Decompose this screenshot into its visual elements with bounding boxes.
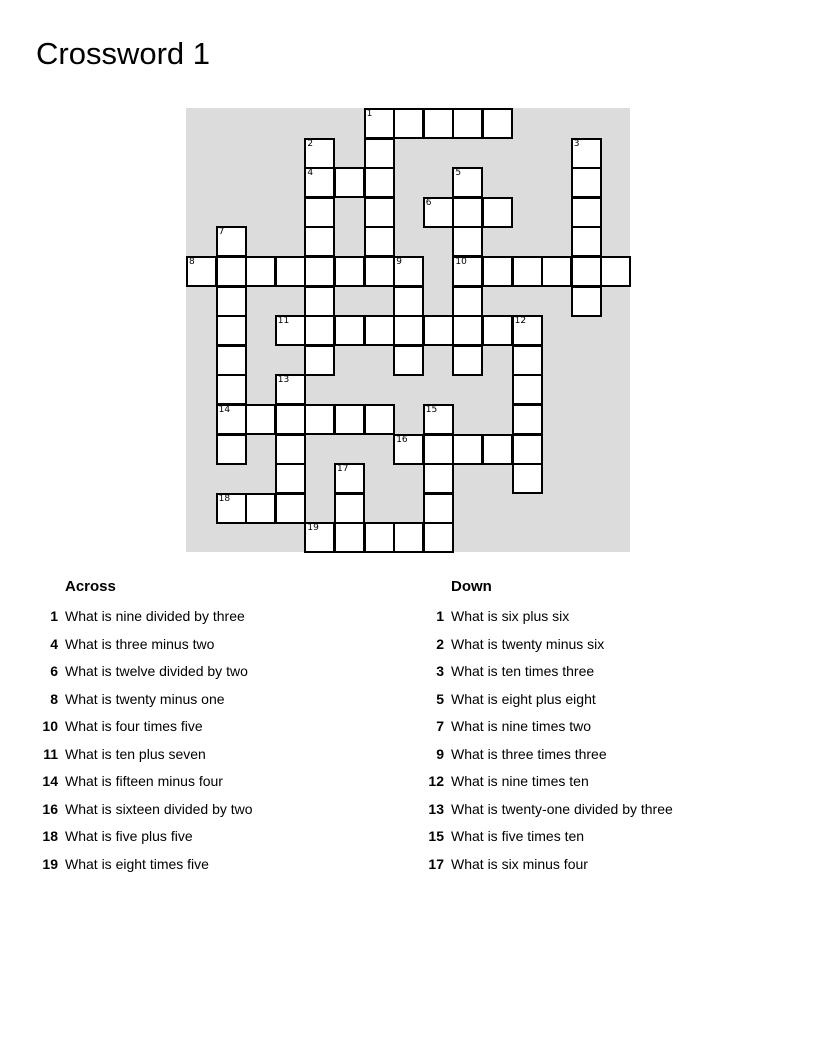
cell-number: 16 [396, 434, 408, 445]
grid-cell[interactable] [275, 256, 306, 287]
cell-number: 12 [514, 316, 527, 327]
grid-cell[interactable] [275, 404, 306, 435]
grid-cell[interactable] [245, 256, 276, 287]
grid-cell[interactable] [275, 315, 306, 346]
grid-cell[interactable] [452, 286, 483, 317]
grid-cell[interactable] [393, 434, 424, 465]
grid-cell[interactable] [571, 167, 602, 198]
clue-text: What is five times ten [451, 828, 585, 844]
grid-cell[interactable] [304, 167, 335, 198]
grid-cell[interactable] [304, 226, 335, 257]
grid-cell[interactable] [216, 315, 247, 346]
clue-number: 18 [42, 828, 58, 844]
grid-cell[interactable] [364, 256, 395, 287]
grid-cell[interactable] [512, 374, 543, 405]
grid-cell[interactable] [304, 197, 335, 228]
clue-number: 4 [50, 635, 58, 652]
grid-cell[interactable] [304, 345, 335, 376]
clue-text: What is six plus six [451, 608, 570, 624]
grid-cell[interactable] [216, 434, 247, 465]
grid-cell[interactable] [364, 315, 395, 346]
grid-cell[interactable] [393, 522, 424, 553]
clue-number: 3 [436, 663, 444, 679]
cell-number: 3 [573, 138, 580, 149]
cell-number: 10 [455, 257, 467, 267]
clue-text: What is nine times two [451, 718, 592, 734]
cell-number: 5 [455, 168, 462, 179]
clue-text: What is eight plus eight [451, 690, 596, 707]
clue-text: What is twenty minus one [65, 690, 225, 707]
clue-text: What is twenty minus six [451, 635, 605, 652]
grid-cell[interactable] [452, 345, 483, 376]
grid-cell[interactable] [423, 108, 454, 139]
grid-cell[interactable] [245, 404, 276, 435]
cell-number: 17 [337, 464, 349, 475]
grid-cell[interactable] [512, 256, 543, 287]
down-clue [422, 771, 802, 799]
grid-cell[interactable] [216, 256, 247, 287]
grid-cell[interactable] [334, 404, 365, 435]
across-clue [36, 606, 416, 634]
clue-number: 16 [42, 800, 58, 817]
clue-text: What is four times five [65, 718, 203, 734]
grid-cell[interactable] [512, 315, 543, 346]
grid-cell[interactable] [452, 256, 483, 287]
grid-cell[interactable] [452, 197, 483, 228]
down-clue [422, 716, 802, 744]
clue-number: 6 [50, 663, 58, 679]
grid-cell[interactable] [512, 434, 543, 465]
grid-cell[interactable] [423, 404, 454, 435]
clue-text: What is six minus four [451, 855, 588, 872]
clue-text: What is five plus five [65, 828, 193, 844]
grid-cell[interactable] [275, 434, 306, 465]
page-title: Crossword 1 [36, 36, 210, 71]
cell-number: 11 [277, 316, 290, 327]
clue-text: What is three minus two [65, 635, 215, 652]
grid-cell[interactable] [571, 138, 602, 169]
clue-number: 19 [42, 855, 58, 872]
clue-number: 11 [43, 745, 58, 762]
grid-cell[interactable] [393, 286, 424, 317]
grid-cell[interactable] [512, 463, 543, 494]
grid-cell[interactable] [304, 286, 335, 317]
grid-cell[interactable] [482, 434, 513, 465]
across-clue [36, 634, 416, 662]
grid-cell[interactable] [334, 522, 365, 553]
grid-cell[interactable] [334, 463, 365, 494]
grid-cell[interactable] [393, 256, 424, 287]
grid-cell[interactable] [423, 522, 454, 553]
grid-cell[interactable] [571, 197, 602, 228]
grid-cell[interactable] [364, 404, 395, 435]
grid-cell[interactable] [452, 434, 483, 465]
cell-number: 8 [189, 257, 195, 267]
grid-cell[interactable] [452, 226, 483, 257]
cell-number: 1 [366, 109, 373, 119]
clue-number: 10 [42, 718, 58, 734]
clue-number: 17 [428, 855, 444, 872]
grid-cell[interactable] [482, 197, 513, 228]
cell-number: 4 [307, 168, 314, 179]
cell-number: 14 [218, 405, 231, 415]
across-heading: Across [65, 578, 116, 595]
cell-number: 7 [218, 227, 225, 238]
grid-cell[interactable] [452, 167, 483, 198]
grid-cell[interactable] [364, 226, 395, 257]
grid-cell[interactable] [216, 345, 247, 376]
grid-cell[interactable] [393, 315, 424, 346]
grid-cell[interactable] [304, 404, 335, 435]
clue-number: 7 [436, 718, 444, 734]
grid-cell[interactable] [423, 493, 454, 524]
down-clues [422, 576, 802, 881]
cell-number: 9 [396, 257, 402, 267]
grid-cell[interactable] [245, 493, 276, 524]
grid-cell[interactable] [423, 315, 454, 346]
grid-cell[interactable] [512, 345, 543, 376]
clue-text: What is nine times ten [451, 773, 589, 789]
grid-cell[interactable] [364, 138, 395, 169]
clue-text: What is ten plus seven [65, 745, 206, 762]
cell-number: 19 [307, 523, 319, 534]
grid-cell[interactable] [364, 197, 395, 228]
grid-cell[interactable] [364, 167, 395, 198]
grid-cell[interactable] [482, 256, 513, 287]
grid-cell[interactable] [452, 315, 483, 346]
grid-cell[interactable] [393, 345, 424, 376]
cell-number: 15 [425, 405, 438, 415]
cell-number: 18 [218, 493, 231, 504]
down-clue [422, 854, 802, 882]
grid-cell[interactable] [275, 463, 306, 494]
grid-cell[interactable] [334, 167, 365, 198]
grid-cell[interactable] [216, 226, 247, 257]
clue-text: What is sixteen divided by two [65, 800, 253, 817]
grid-cell[interactable] [512, 404, 543, 435]
grid-cell[interactable] [216, 286, 247, 317]
grid-cell[interactable] [571, 256, 602, 287]
cell-number: 6 [425, 197, 432, 208]
across-clue [36, 661, 416, 689]
clue-text: What is nine divided by three [65, 608, 245, 624]
across-clue [36, 799, 416, 827]
down-clue [422, 661, 802, 689]
clue-number: 14 [42, 773, 58, 789]
clue-number: 13 [428, 800, 444, 817]
clue-number: 8 [50, 690, 58, 707]
down-clue [422, 799, 802, 827]
grid-cell[interactable] [304, 315, 335, 346]
clue-text: What is eight times five [65, 855, 209, 872]
down-clue [422, 634, 802, 662]
grid-cell[interactable] [423, 197, 454, 228]
grid-cell[interactable] [216, 374, 247, 405]
clue-text: What is twelve divided by two [65, 663, 248, 679]
crossword-grid [186, 108, 630, 552]
grid-cell[interactable] [186, 256, 217, 287]
grid-cell[interactable] [304, 138, 335, 169]
cell-number: 2 [307, 138, 314, 149]
clue-number: 1 [436, 608, 444, 624]
grid-cell[interactable] [275, 493, 306, 524]
grid-cell[interactable] [304, 522, 335, 553]
grid-cell[interactable] [482, 108, 513, 139]
grid-cell[interactable] [334, 493, 365, 524]
grid-cell[interactable] [364, 522, 395, 553]
grid-cell[interactable] [216, 404, 247, 435]
down-clue [422, 744, 802, 772]
down-clue [422, 689, 802, 717]
down-clue [422, 826, 802, 854]
grid-cell[interactable] [571, 286, 602, 317]
down-clue [422, 606, 802, 634]
grid-cell[interactable] [304, 256, 335, 287]
down-heading: Down [451, 578, 492, 595]
across-clue [36, 689, 416, 717]
clue-number: 9 [436, 745, 444, 762]
grid-cell[interactable] [600, 256, 631, 287]
across-clue [36, 771, 416, 799]
clue-number: 12 [428, 773, 444, 789]
grid-cell[interactable] [393, 108, 424, 139]
clue-number: 1 [50, 608, 58, 624]
clue-number: 2 [436, 635, 444, 652]
clue-text: What is twenty-one divided by three [451, 800, 673, 817]
clue-number: 15 [428, 828, 444, 844]
clue-text: What is three times three [451, 745, 607, 762]
clue-number: 5 [436, 690, 444, 707]
across-clue [36, 826, 416, 854]
grid-cell[interactable] [334, 315, 365, 346]
grid-cell[interactable] [423, 434, 454, 465]
grid-cell[interactable] [334, 256, 365, 287]
grid-cell[interactable] [275, 374, 306, 405]
grid-cell[interactable] [364, 108, 395, 139]
across-clue [36, 716, 416, 744]
grid-cell[interactable] [482, 315, 513, 346]
cell-number: 13 [277, 375, 290, 386]
grid-cell[interactable] [452, 108, 483, 139]
clue-text: What is fifteen minus four [65, 773, 223, 789]
grid-cell[interactable] [216, 493, 247, 524]
across-clue [36, 854, 416, 882]
grid-cell[interactable] [541, 256, 572, 287]
grid-cell[interactable] [571, 226, 602, 257]
across-clues [36, 576, 416, 881]
clue-text: What is ten times three [451, 663, 595, 679]
grid-cell[interactable] [423, 463, 454, 494]
across-clue [36, 744, 416, 772]
